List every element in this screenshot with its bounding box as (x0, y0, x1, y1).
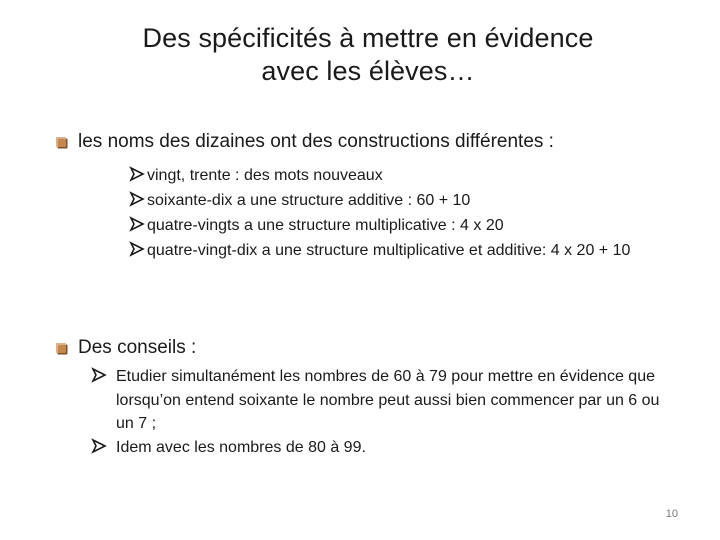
section-1-heading: les noms des dizaines ont des constructions différentes : (78, 131, 554, 152)
arrow-bullet-icon (91, 367, 107, 383)
list-item-text: quatre-vingts a une structure multiplicative : 4 x 20 (147, 217, 504, 234)
list-item-text: Etudier simultanément les nombres de 60 à 79 pour mettre en évidence que lorsqu’on entend soixante le nombre peut aussi bien commencer par un 6 ou un 7 ; (116, 368, 660, 432)
arrow-bullet-icon (91, 438, 107, 454)
section-1 (56, 130, 696, 154)
section-1-list (129, 163, 694, 263)
section-2-heading: Des conseils : (78, 337, 197, 358)
list-item-text: Idem avec les nombres de 80 à 99. (116, 438, 366, 456)
arrow-bullet-icon (129, 241, 145, 257)
list-item (91, 436, 671, 460)
slide-title-line-1: Des spécificités à mettre en évidence (142, 23, 594, 53)
list-item-text: vingt, trente : des mots nouveaux (147, 167, 383, 184)
slide-title (40, 22, 696, 88)
slide-title-line-2: avec les élèves… (261, 56, 475, 86)
list-item (129, 188, 694, 213)
arrow-bullet-icon (129, 166, 145, 182)
list-item (129, 213, 694, 238)
square-bullet-icon (56, 343, 66, 353)
arrow-bullet-icon (129, 216, 145, 232)
list-item (129, 238, 694, 263)
section-2-list (91, 365, 671, 459)
list-item-text: soixante-dix a une structure additive : 60 + 10 (147, 192, 471, 209)
page-number: 10 (665, 508, 678, 520)
arrow-bullet-icon (129, 191, 145, 207)
square-bullet-icon (56, 137, 66, 147)
list-item-text: quatre-vingt-dix a une structure multiplicative et additive: 4 x 20 + 10 (147, 242, 631, 259)
list-item (91, 365, 671, 436)
section-2 (56, 336, 696, 360)
list-item (129, 163, 694, 188)
